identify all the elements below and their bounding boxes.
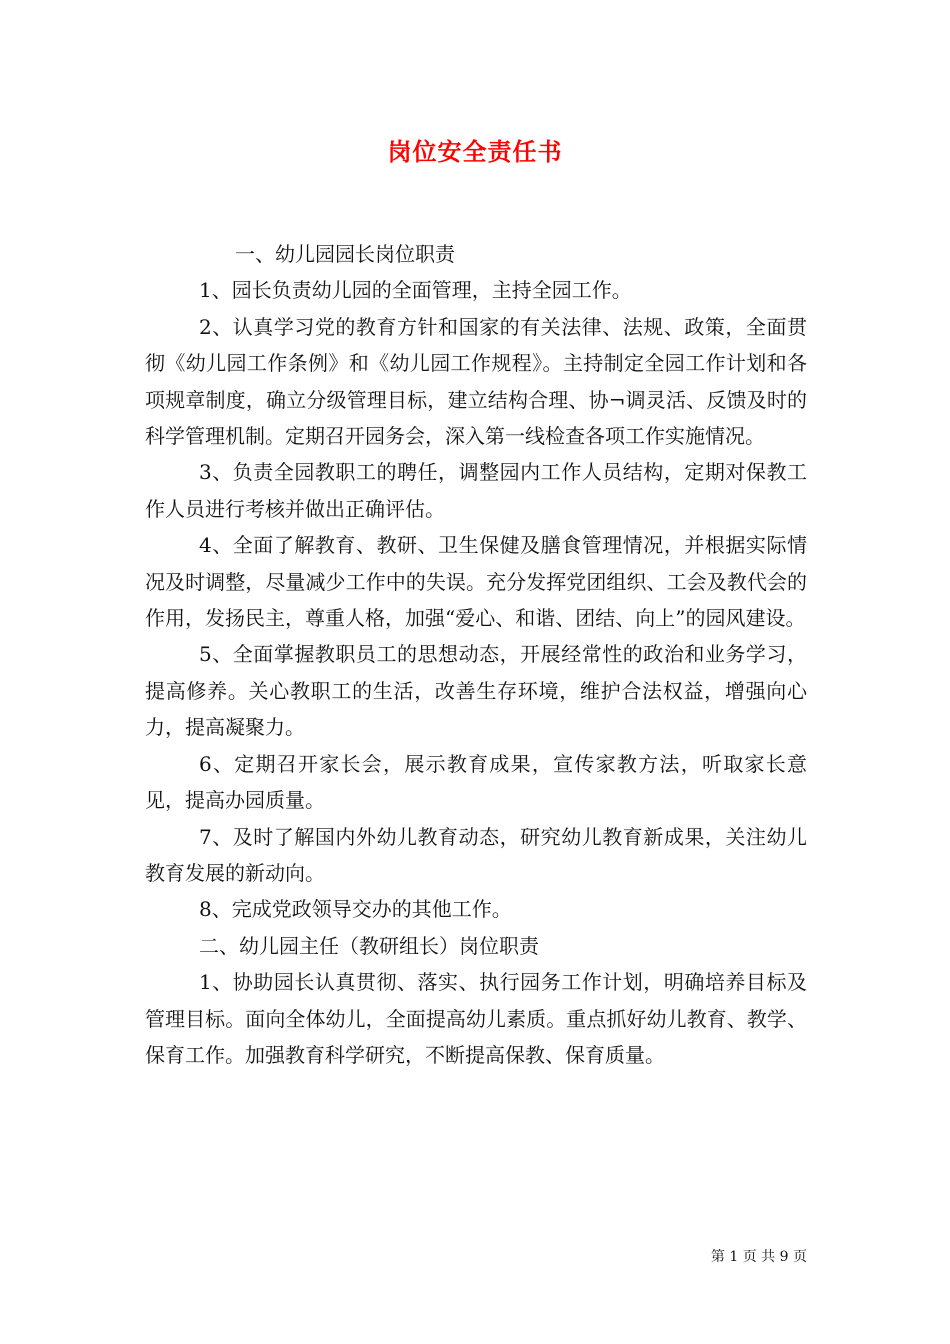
paragraph-item: 3、负责全园教职工的聘任，调整园内工作人员结构，定期对保教工作人员进行考核并做出正确评估。 bbox=[145, 460, 807, 521]
paragraph-item: 6、定期召开家长会，展示教育成果，宣传家教方法，听取家长意见，提高办园质量。 bbox=[145, 751, 807, 813]
page-number-footer: 第 1 页 共 9 页 bbox=[710, 1249, 807, 1265]
document-title: 岗位安全责任书 bbox=[387, 137, 563, 166]
section-heading-principal: 一、幼儿园园长岗位职责 bbox=[235, 242, 455, 266]
paragraph-item: 1、协助园长认真贯彻、落实、执行园务工作计划，明确培养目标及管理目标。面向全体幼儿，全面提高幼儿素质。重点抓好幼儿教育、教学、保育工作。加强教育科学研究，不断提高保教、保育质量。 bbox=[145, 970, 807, 1067]
paragraph-item: 7、及时了解国内外幼儿教育动态，研究幼儿教育新成果，关注幼儿教育发展的新动向。 bbox=[145, 824, 807, 885]
paragraph-item: 1、园长负责幼儿园的全面管理，主持全园工作。 bbox=[199, 278, 632, 303]
paragraph-item: 5、全面掌握教职员工的思想动态，开展经常性的政治和业务学习，提高修养。关心教职工的生活，改善生存环境，维护合法权益，增强向心力，提高凝聚力。 bbox=[145, 642, 807, 740]
paragraph-item: 8、完成党政领导交办的其他工作。 bbox=[199, 897, 512, 922]
paragraph-item: 4、全面了解教育、教研、卫生保健及膳食管理情况，并根据实际情况及时调整，尽量减少工作中的失误。充分发挥党团组织、工会及教代会的作用，发扬民主，尊重人格，加强“爱心、和谐、团结、向上”的园风建设。 bbox=[145, 533, 807, 631]
paragraph-item: 2、认真学习党的教育方针和国家的有关法律、法规、政策，全面贯彻《幼儿园工作条例》和《幼儿园工作规程》。主持制定全园工作计划和各项规章制度，确立分级管理目标，建立结构合理、协¬调灵活、反馈及时的科学管理机制。定期召开园务会，深入第一线检查各项工作实施情况。 bbox=[145, 314, 807, 449]
document-body bbox=[145, 236, 807, 1073]
section-heading-director: 二、幼儿园主任（教研组长）岗位职责 bbox=[199, 933, 539, 958]
